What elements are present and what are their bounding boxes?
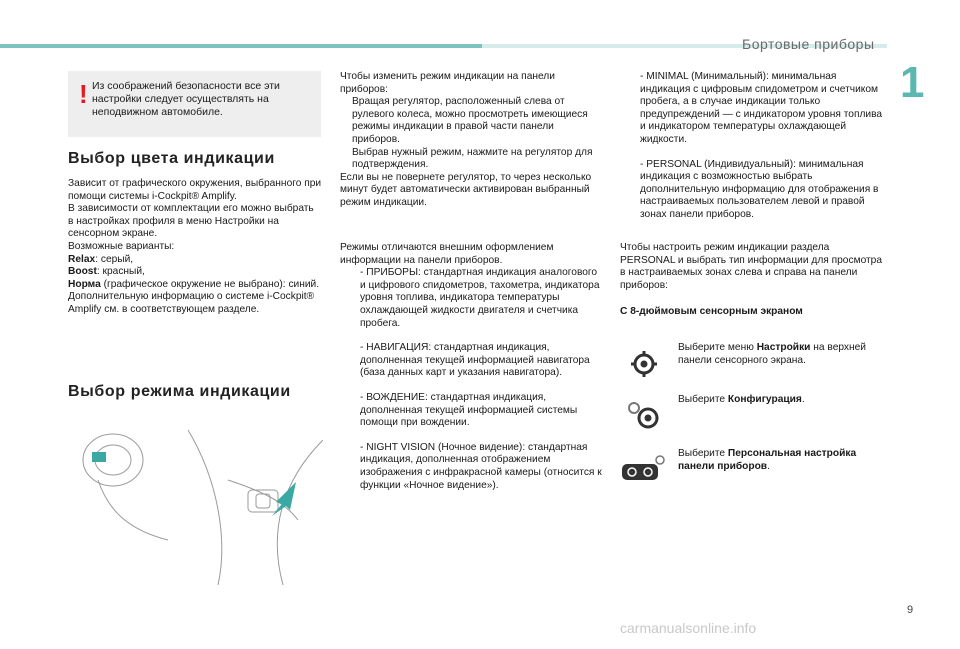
color-line: в настройках профиля в меню Настройки на [68,215,279,227]
control-highlight [92,452,106,462]
mode-intro-line: Чтобы изменить режим индикации на панели [340,71,555,82]
personal-config [620,242,885,319]
mode-intro-line: приборов: [340,83,388,95]
touchscreen-subheading: С 8-дюймовым сенсорным экраном [620,306,803,318]
mode-item: - НАВИГАЦИЯ: стандартная индикация, дополненная текущей информацией навигатора (база данных карт и указания навигатора). [360,342,590,379]
watermark: carmanualsonline.info [620,620,757,636]
color-section-heading: Выбор цвета индикации [68,150,275,167]
mode-step: Вращая регулятор, расположенный слева от рулевого колеса, можно просмотреть имеющиеся режимы индикации в правой части панели приборов. [352,96,588,145]
color-line: Зависит от графического окружения, выбранного при [68,178,322,189]
color-option: Boost: красный, [68,266,145,278]
mode-list [340,242,602,492]
page-number: 9 [907,604,914,616]
color-line: Возможные варианты: [68,240,175,252]
mode-after-text: Если вы не повернете регулятор, то через несколько минут будет автоматически активирован выбранный режим индикации. [340,171,592,208]
steering-wheel-drawing [68,420,323,585]
mode-item: - PERSONAL (Индивидуальный): минимальная индикация с возможностью выбрать дополнительную информацию для отображения в настраиваемых пользователем левой и правой зонах панели приборов. [640,158,879,220]
personal-intro: Чтобы настроить режим индикации раздела PERSONAL и выбрать тип информации для просмотра в настраиваемых зонах слева и справа на панели приборов: [620,242,883,291]
steering-wheel-illustration [68,420,323,585]
color-option: Норма (графическое окружение не выбрано): синий. [68,278,320,290]
color-line: В зависимости от комплектации его можно выбрать [68,203,314,215]
mode-item: - ПРИБОРЫ: стандартная индикация аналогового и цифрового спидометров, тахометра, индикатора уровня топлива, индикатора температуры охлаждающей жидкости двигателя и счетчика пробега. [360,267,600,329]
mode-item: - MINIMAL (Минимальный): минимальная индикация с цифровым спидометром и счетчиком пробега, а в случае индикации только предупреждений — с индикатором уровня топлива и индикатором температуры охлаждающей жидкости. [640,71,883,145]
section-title: Бортовые приборы [742,36,875,52]
mode-item: - NIGHT VISION (Ночное видение): стандартная индикация, дополненная отображением изображения с инфракрасной камеры (относится к функции «Ночное видение»). [360,441,602,491]
header-accent-bar [0,44,482,48]
pointer-arrow-icon [272,482,296,516]
modes-intro: Режимы отличаются внешним оформлением информации на панели приборов. [340,242,554,266]
mode-step: Выбрав нужный режим, нажмите на регулятор для подтверждения. [352,146,593,171]
double-gear-icon [620,394,668,434]
color-line: помощи системы i-Cockpit® Amplify. [68,190,237,202]
chapter-number: 1 [900,58,925,107]
color-line: сенсорном экране. [68,228,158,240]
dashboard-icon [620,448,668,488]
color-option: Relax: серый, [68,253,134,265]
mode-section-heading: Выбор режима индикации [68,383,291,400]
mode-item: - ВОЖДЕНИЕ: стандартная индикация, дополненная текущей информацией системы помощи при вождении. [360,391,578,429]
gear-icon [620,342,668,382]
color-footer-line: Amplify см. в соответствующем разделе. [68,303,260,315]
warning-icon: ! [79,79,88,109]
warning-text: Из соображений безопасности все эти настройки следует осуществлять на неподвижном автомобиле. [92,80,280,118]
color-section-body [68,178,326,317]
mode-instructions [340,71,602,210]
safety-warning-box [68,71,321,137]
color-footer-line: Дополнительную информацию о системе i-Cockpit® [68,291,315,303]
mode-list-continued [620,71,885,222]
